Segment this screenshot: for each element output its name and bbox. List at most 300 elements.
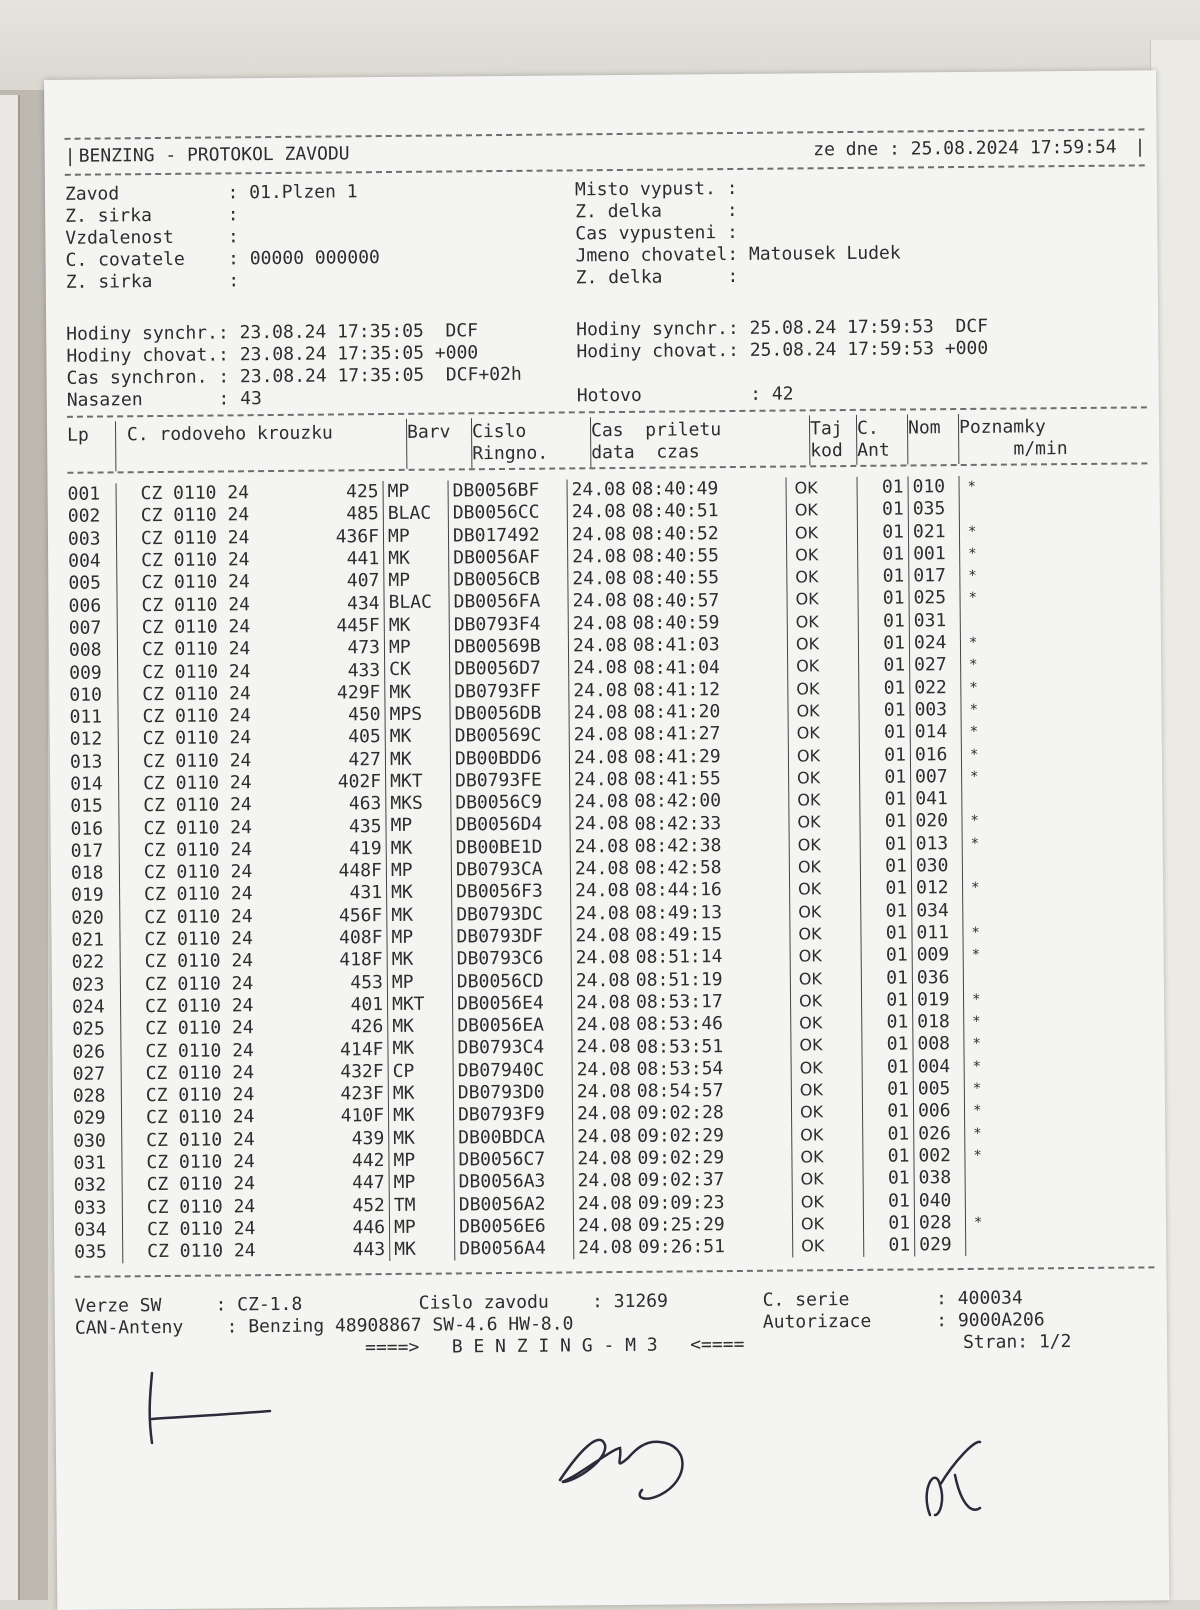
antenna-cell: 01 (862, 1056, 913, 1079)
color-cell: MK (387, 949, 452, 972)
sync-right (576, 316, 989, 408)
chip-cell: DB0056CC (448, 502, 567, 525)
color-cell: MK (384, 614, 449, 637)
sync-line: Hodiny synchr.: 25.08.24 17:59:53 DCF (576, 315, 989, 341)
chip-cell: DB0056E6 (454, 1215, 573, 1238)
sep (118, 818, 143, 841)
note-cell: * (960, 654, 989, 677)
chip-cell: DB0793FF (449, 680, 568, 703)
status-cell: OK (786, 522, 857, 545)
ring-number-cell: 433 (347, 659, 381, 681)
chip-cell: DB0793C4 (452, 1037, 571, 1060)
sync-line: Cas synchron. : 23.08.24 17:35:05 DCF+02h (66, 363, 522, 389)
chip-cell: DB0056A4 (454, 1238, 573, 1261)
chip-cell: DB0056D7 (449, 658, 568, 681)
info-line: Jmeno chovatel: Matousek Ludek (575, 242, 901, 267)
color-cell: MP (385, 815, 450, 838)
ring-number-cell: 431 (349, 882, 383, 904)
note-cell: * (959, 543, 988, 566)
sep (116, 528, 141, 551)
color-cell: MK (386, 837, 451, 860)
chip-cell: DB0056D4 (450, 814, 569, 837)
time-cell: 09:25:29 (637, 1214, 725, 1236)
color-cell: MP (386, 860, 451, 883)
rank-cell: 031 (909, 610, 960, 633)
status-cell: OK (792, 1168, 863, 1191)
ring-number-cell: 435 (348, 815, 382, 837)
sep (118, 773, 143, 796)
color-cell: MK (389, 1239, 454, 1262)
chip-cell: DB017492 (448, 524, 567, 547)
note-cell: * (962, 833, 991, 856)
info-line: Misto vypust. : (574, 177, 738, 201)
col-taj: Taj kod (809, 415, 856, 465)
lp-cell: 004 (68, 550, 101, 572)
time-cell: 08:41:12 (633, 678, 721, 701)
time-cell: 09:02:29 (637, 1124, 725, 1147)
date-cell: 24.08 (567, 590, 632, 613)
antenna-cell: 01 (859, 789, 910, 812)
chip-cell: DB0793CA (451, 858, 570, 881)
ring-number-cell: 448F (338, 860, 383, 882)
lp-cell: 034 (73, 1219, 107, 1241)
lp-cell: 002 (67, 505, 101, 528)
ring-number-cell: 402F (337, 771, 382, 793)
footer-authorization: Autorizace : 9000A206 (762, 1309, 1045, 1334)
sync-left (66, 320, 522, 412)
time-cell: 08:53:17 (635, 991, 723, 1013)
ring-prefix-cell: CZ 0110 24 (146, 1128, 255, 1151)
rank-cell: 040 (914, 1190, 965, 1213)
chip-cell: DB00BE1D (451, 836, 570, 859)
ring-prefix-cell: CZ 0110 24 (142, 727, 252, 750)
date-cell: 24.08 (569, 769, 634, 792)
status-cell: OK (789, 856, 860, 879)
rank-cell: 027 (909, 654, 960, 677)
lp-cell: 028 (72, 1085, 106, 1107)
antenna-cell: 01 (859, 811, 910, 834)
lp-cell: 020 (71, 907, 104, 929)
date-cell: 24.08 (567, 501, 632, 524)
chip-cell: DB0056EA (452, 1015, 571, 1038)
note-cell (965, 1234, 994, 1257)
lp-cell: 001 (67, 483, 101, 505)
antenna-cell: 01 (863, 1168, 914, 1191)
rank-cell: 010 (907, 476, 958, 499)
color-cell: MK (388, 1082, 453, 1105)
sep (118, 728, 143, 751)
time-cell: 08:41:55 (634, 768, 721, 790)
ring-prefix-cell: CZ 0110 24 (141, 549, 250, 572)
sep (122, 1241, 147, 1264)
sync-line: Hodiny synchr.: 23.08.24 17:35:05 DCF (66, 320, 479, 345)
color-cell: MP (383, 480, 448, 503)
color-cell: MK (384, 681, 449, 704)
antenna-cell: 01 (858, 677, 909, 700)
rank-cell: 013 (911, 833, 962, 856)
ring-number-cell: 463 (348, 793, 382, 815)
ring-prefix-cell: CZ 0110 24 (145, 1084, 255, 1107)
antenna-cell: 01 (860, 856, 911, 879)
status-cell: OK (789, 878, 860, 901)
rank-cell: 017 (908, 565, 959, 588)
sync-line: Nasazen : 43 (66, 388, 262, 411)
antenna-cell: 01 (863, 1235, 914, 1258)
lp-cell: 008 (68, 639, 102, 662)
color-cell: MK (385, 726, 450, 749)
rank-cell: 002 (913, 1145, 964, 1168)
time-cell: 08:40:55 (632, 545, 719, 567)
race-info-right (575, 177, 901, 290)
color-cell: MK (388, 1105, 453, 1128)
lp-cell: 007 (68, 617, 102, 639)
info-line: Vzdalenost : (65, 226, 239, 249)
note-cell: * (963, 1011, 992, 1034)
lp-cell: 033 (73, 1197, 107, 1219)
sep (120, 974, 145, 997)
ring-number-cell: 423F (340, 1083, 384, 1105)
status-cell: OK (790, 967, 861, 990)
status-cell: OK (790, 1012, 861, 1035)
chip-cell: DB00BDD6 (450, 747, 569, 770)
antenna-cell: 01 (859, 744, 910, 767)
date-cell: 24.08 (571, 1036, 636, 1059)
note-cell: * (964, 1100, 993, 1123)
rank-cell: 029 (914, 1234, 965, 1257)
sep (119, 862, 144, 885)
col-cislo: Cislo Ringno. (471, 417, 590, 468)
chip-cell: DB00BDCA (453, 1126, 572, 1149)
ring-number-cell: 418F (339, 949, 383, 971)
time-cell: 08:41:04 (633, 656, 720, 679)
antenna-cell: 01 (857, 543, 908, 566)
date-cell: 24.08 (569, 813, 634, 836)
date-cell: 24.08 (572, 1103, 637, 1126)
ring-number-cell: 473 (347, 637, 381, 659)
color-cell: CK (384, 659, 449, 682)
ring-number-cell: 442 (351, 1150, 385, 1172)
sep (122, 1174, 147, 1197)
ring-number-cell: 441 (346, 548, 380, 570)
chip-cell: DB0056A3 (454, 1171, 573, 1194)
rank-cell: 041 (910, 788, 961, 811)
antenna-cell: 01 (858, 699, 909, 722)
ring-number-cell: 405 (348, 726, 381, 748)
ring-prefix-cell: CZ 0110 24 (146, 1218, 256, 1241)
date-cell: 24.08 (570, 880, 635, 903)
rank-cell: 028 (914, 1212, 965, 1235)
time-cell: 08:40:57 (632, 589, 720, 612)
lp-cell: 029 (72, 1107, 106, 1130)
lp-cell: 021 (71, 929, 105, 951)
ring-prefix-cell: CZ 0110 24 (140, 482, 250, 505)
sep (120, 1018, 145, 1041)
color-cell: TM (389, 1194, 454, 1217)
footer-page-number: Stran: 1/2 (962, 1331, 1072, 1354)
time-cell: 08:41:20 (633, 701, 721, 723)
color-cell: MKT (387, 993, 452, 1016)
time-cell: 08:51:19 (635, 968, 723, 991)
ring-prefix-cell: CZ 0110 24 (142, 749, 252, 772)
lp-cell: 014 (70, 773, 103, 795)
color-cell: MK (385, 748, 450, 771)
chip-cell: DB0793F9 (453, 1104, 572, 1127)
sep (120, 951, 145, 974)
rank-cell: 025 (908, 588, 959, 611)
sep (117, 617, 142, 640)
chip-cell: DB0793DF (451, 925, 570, 948)
rank-cell: 001 (908, 543, 959, 566)
color-cell: MK (386, 882, 451, 905)
time-cell: 08:42:33 (634, 812, 722, 835)
ring-prefix-cell: CZ 0110 24 (147, 1240, 256, 1263)
ring-number-cell: 445F (336, 615, 380, 637)
lp-cell: 019 (71, 884, 104, 907)
chip-cell: DB0793F4 (449, 613, 568, 636)
rank-cell: 016 (910, 744, 961, 767)
lp-cell: 009 (69, 662, 102, 684)
ring-number-cell: 436F (335, 525, 380, 548)
antenna-cell: 01 (858, 610, 909, 633)
status-cell: OK (787, 700, 858, 723)
rank-cell: 038 (914, 1167, 965, 1190)
ring-prefix-cell: CZ 0110 24 (141, 638, 251, 661)
color-cell: BLAC (383, 503, 448, 526)
ring-number-cell: 410F (340, 1105, 385, 1127)
antenna-cell: 01 (857, 588, 908, 611)
antenna-cell: 01 (856, 476, 907, 499)
ring-prefix-cell: CZ 0110 24 (145, 1017, 254, 1040)
status-cell: OK (787, 678, 858, 701)
adjacent-page-edge (0, 95, 20, 1600)
date-cell: 24.08 (568, 635, 633, 658)
status-cell: OK (791, 1101, 862, 1124)
chip-cell: DB0056DB (449, 702, 568, 725)
sep (117, 706, 142, 729)
footer-sw-version: Verze SW : CZ-1.8 (74, 1294, 303, 1318)
chip-cell: DB00569C (450, 725, 569, 748)
date-cell: 24.08 (567, 546, 632, 569)
date-cell: 24.08 (573, 1215, 638, 1238)
footer-serial: C. serie : 400034 (762, 1287, 1023, 1312)
ring-prefix-cell: CZ 0110 24 (144, 905, 253, 928)
lp-cell: 024 (72, 996, 105, 1018)
status-cell: OK (788, 767, 859, 790)
footer-race-number: Cislo zavodu : 31269 (418, 1290, 669, 1315)
arrivals-table (68, 474, 1155, 1264)
lp-cell: 010 (69, 684, 102, 706)
lp-cell: 023 (71, 974, 105, 996)
sep (117, 662, 142, 685)
time-cell: 08:49:13 (635, 901, 723, 924)
color-cell: MK (387, 1016, 452, 1039)
ring-number-cell: 427 (348, 748, 382, 771)
note-cell: * (962, 922, 991, 945)
col-ring: C. rodoveho krouzku (115, 419, 406, 472)
color-cell: MKT (385, 770, 450, 793)
sep (116, 505, 141, 528)
color-cell: MP (389, 1216, 454, 1239)
date-cell: 24.08 (571, 992, 636, 1015)
chip-cell: DB0056C7 (453, 1148, 572, 1171)
date-cell: 24.08 (570, 925, 635, 948)
chip-cell: DB0056FA (448, 591, 567, 614)
note-cell (961, 788, 990, 811)
ring-number-cell: 453 (350, 971, 383, 994)
time-cell: 09:09:23 (637, 1191, 725, 1214)
chip-cell: DB0056A2 (454, 1193, 573, 1216)
ring-prefix-cell: CZ 0110 24 (143, 816, 252, 839)
rank-cell: 011 (911, 922, 962, 945)
chip-cell: DB0056BF (448, 479, 567, 502)
color-cell: MP (389, 1172, 454, 1195)
status-cell: OK (788, 789, 859, 812)
ring-prefix-cell: CZ 0110 24 (144, 950, 254, 973)
antenna-cell: 01 (861, 989, 912, 1012)
antenna-cell: 01 (859, 722, 910, 745)
lp-cell: 017 (70, 840, 104, 862)
ring-prefix-cell: CZ 0110 24 (141, 616, 251, 639)
status-cell: OK (788, 744, 859, 767)
sep (116, 483, 141, 506)
note-cell: * (960, 632, 989, 655)
report-date: ze dne : 25.08.2024 17:59:54 (813, 136, 1117, 161)
status-cell: OK (790, 990, 861, 1013)
time-cell: 08:42:38 (634, 835, 722, 857)
rank-cell: 022 (909, 677, 960, 700)
rank-cell: 035 (908, 498, 959, 521)
chip-cell: DB0793FE (450, 769, 569, 792)
ring-prefix-cell: CZ 0110 24 (144, 883, 253, 906)
rank-cell: 004 (913, 1056, 964, 1079)
sync-line: Hotovo : 42 (576, 383, 794, 407)
chip-cell: DB0056C9 (450, 792, 569, 815)
rank-cell: 005 (913, 1078, 964, 1101)
ring-number-cell: 407 (346, 570, 380, 592)
race-info (65, 174, 1146, 313)
ring-number-cell: 414F (340, 1038, 384, 1061)
ring-prefix-cell: CZ 0110 24 (141, 593, 251, 616)
time-cell: 08:54:57 (636, 1080, 724, 1103)
status-cell: OK (791, 1057, 862, 1080)
chip-cell: DB0056CB (448, 569, 567, 592)
rank-cell: 007 (910, 766, 961, 789)
date-cell: 24.08 (570, 903, 635, 926)
note-cell (962, 899, 991, 922)
chip-cell: DB0056F3 (451, 881, 570, 904)
sep (120, 996, 145, 1019)
status-cell: OK (792, 1235, 863, 1258)
time-cell: 08:44:16 (635, 879, 722, 902)
antenna-cell: 01 (860, 922, 911, 945)
ring-prefix-cell: CZ 0110 24 (143, 839, 253, 862)
time-cell: 08:41:27 (633, 723, 721, 746)
lp-cell: 018 (70, 862, 104, 884)
date-cell: 24.08 (568, 702, 633, 725)
date-cell: 24.08 (573, 1170, 638, 1193)
info-line: Zavod : 01.Plzen 1 (64, 181, 358, 205)
ring-prefix-cell: CZ 0110 24 (141, 571, 250, 594)
date-cell: 24.08 (571, 1014, 636, 1037)
antenna-cell: 01 (863, 1190, 914, 1213)
date-cell: 24.08 (572, 1059, 637, 1082)
note-cell (962, 855, 991, 878)
color-cell: MK (386, 904, 451, 927)
note-cell: * (963, 944, 992, 967)
signature-3 (910, 1430, 1020, 1530)
col-nom: Nom (907, 414, 958, 464)
date-cell: 24.08 (568, 613, 633, 636)
note-cell: * (961, 743, 990, 766)
race-info-left (65, 181, 380, 294)
status-cell: OK (791, 1146, 862, 1169)
chip-cell: DB0793DC (451, 903, 570, 926)
time-cell: 09:02:28 (636, 1102, 724, 1125)
lp-cell: 005 (68, 572, 102, 595)
status-cell: OK (786, 588, 857, 611)
chip-cell: DB0793C6 (452, 948, 571, 971)
lp-cell: 012 (69, 728, 103, 751)
date-cell: 24.08 (571, 947, 636, 970)
rank-cell: 036 (912, 967, 963, 990)
date-cell: 24.08 (570, 858, 635, 881)
time-cell: 08:40:49 (631, 478, 719, 501)
note-cell: * (959, 587, 988, 610)
date-cell: 24.08 (569, 791, 634, 814)
time-cell: 08:40:55 (632, 567, 720, 590)
footer-device: ====> B E N Z I N G - M 3 <==== (364, 1334, 745, 1359)
footer-antennas: CAN-Anteny : Benzing 48908867 SW-4.6 HW-8.0 (74, 1313, 574, 1340)
color-cell: MP (386, 926, 451, 949)
sep (119, 929, 144, 952)
page-title: BENZING - PROTOKOL ZAVODU (78, 143, 350, 167)
ring-number-cell: 452 (352, 1194, 385, 1216)
ring-number-cell: 419 (349, 837, 382, 860)
color-cell: MK (388, 1127, 453, 1150)
ring-prefix-cell: CZ 0110 24 (140, 526, 250, 549)
lp-cell: 013 (69, 751, 103, 773)
date-cell: 24.08 (567, 523, 632, 546)
rank-cell: 021 (908, 521, 959, 544)
time-cell: 08:53:54 (636, 1057, 724, 1080)
date-cell: 24.08 (573, 1237, 638, 1260)
lp-cell: 030 (73, 1130, 106, 1152)
chip-cell: DB0056E4 (452, 992, 571, 1015)
note-cell: * (963, 989, 992, 1012)
ring-prefix-cell: CZ 0110 24 (146, 1151, 255, 1174)
ring-prefix-cell: CZ 0110 24 (142, 660, 251, 683)
rank-cell: 008 (912, 1033, 963, 1056)
time-cell: 08:51:14 (635, 946, 723, 969)
status-cell: OK (788, 722, 859, 745)
ring-number-cell: 443 (352, 1239, 386, 1261)
antenna-cell: 01 (858, 633, 909, 656)
antenna-cell: 01 (861, 1012, 912, 1035)
time-cell: 09:26:51 (638, 1236, 726, 1259)
antenna-cell: 01 (862, 1078, 913, 1101)
note-cell: * (964, 1122, 993, 1145)
lp-cell: 027 (72, 1063, 106, 1085)
status-cell: OK (792, 1190, 863, 1213)
ring-prefix-cell: CZ 0110 24 (146, 1173, 256, 1196)
antenna-cell: 01 (857, 566, 908, 589)
date-cell: 24.08 (569, 724, 634, 747)
sep (117, 639, 142, 662)
rank-cell: 019 (912, 989, 963, 1012)
status-cell: OK (791, 1079, 862, 1102)
note-cell (963, 966, 992, 989)
date-cell: 24.08 (569, 746, 634, 769)
